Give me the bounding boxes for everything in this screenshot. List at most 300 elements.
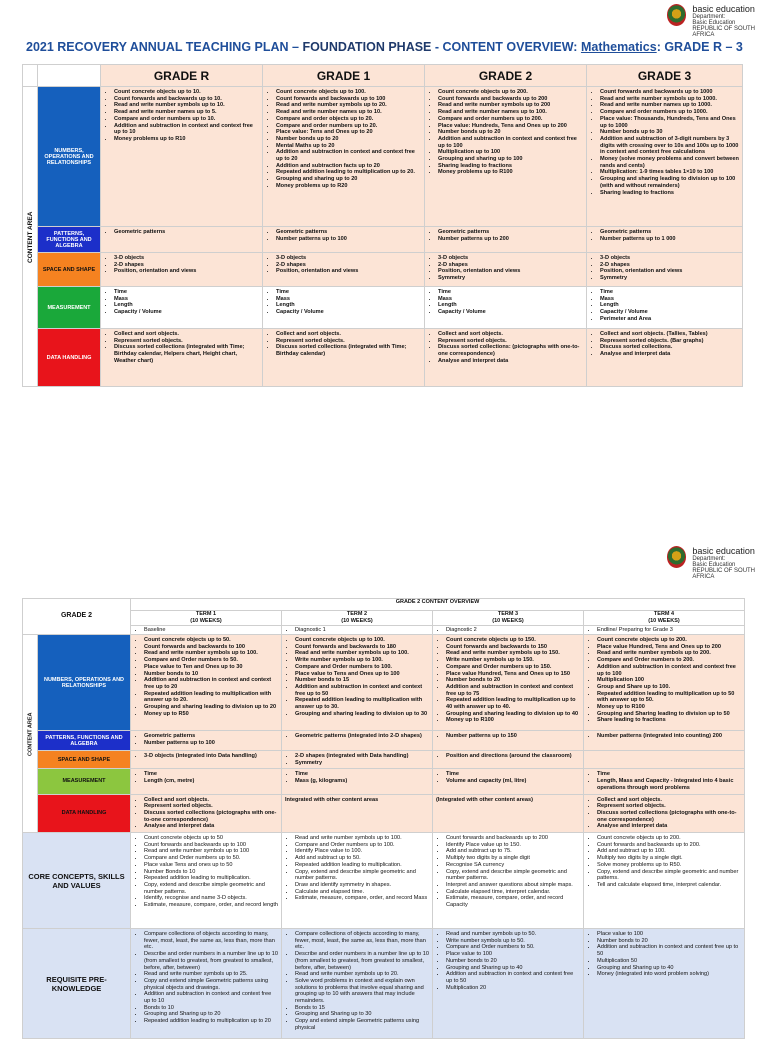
list-item: • Addition and subtraction in context and context free up to 50: [295, 684, 429, 697]
list-item: • Place value to Tens and Ones up to 100: [295, 671, 429, 678]
list-item: • Discuss sorted collections: (pictographs with one-to-one correspondence): [438, 344, 583, 357]
list-item: • Money (solve money problems and convert between rands and cents): [600, 156, 739, 169]
bullet-list: [433, 731, 583, 742]
list-item: • Number patterns up to 100: [276, 236, 421, 243]
bullet-list: [584, 929, 744, 980]
list-item: • 3-D objects: [114, 255, 259, 262]
bullet-list: [282, 769, 432, 786]
list-item: • Compare and order numbers up to 1000.: [600, 109, 739, 116]
list-item: • Count concrete objects up to 200.: [438, 89, 583, 96]
list-item: • Mass: [600, 296, 739, 303]
bullet-list: [131, 833, 281, 911]
list-item: • Repeated addition leading to multiplication up to 20: [144, 1018, 278, 1025]
list-item: • Represent sorted objects.: [144, 803, 278, 810]
list-item: • Bonds to 15: [295, 1005, 429, 1012]
dbe-logo: [667, 4, 768, 38]
list-item: • Represent sorted objects. (Bar graphs): [600, 338, 739, 345]
list-item: • Describe and order numbers in a number line up to 10 (from smallest to greatest, from greatest to smallest, before, after, between): [295, 951, 429, 971]
area-label: DATA HANDLING: [38, 794, 131, 833]
list-item: • Solve money problems up to R50.: [597, 862, 741, 869]
list-item: • Count concrete objects up to 150.: [446, 637, 580, 644]
list-item: • Time: [114, 289, 259, 296]
list-item: • 3-D objects: [438, 255, 583, 262]
bullet-list: [584, 795, 744, 833]
grade-header: GRADE 2: [425, 65, 587, 87]
list-item: • Position, orientation and views: [114, 268, 259, 275]
list-item: • Number bonds up to 20: [438, 129, 583, 136]
list-item: • Length (cm, metre): [144, 778, 278, 785]
list-item: • Analyse and interpret data: [144, 823, 278, 830]
logo-line: REPUBLIC OF SOUTH AFRICA: [692, 26, 756, 38]
list-item: • Geometric patterns: [114, 229, 259, 236]
list-item: • Number patterns up to 1 000: [600, 236, 739, 243]
core-concepts-label: CORE CONCEPTS, SKILLS AND VALUES: [23, 833, 131, 929]
list-item: • Write number symbols up to 100.: [295, 657, 429, 664]
area-label: PATTERNS, FUNCTIONS AND ALGEBRA: [38, 731, 131, 751]
list-item: • Count forwards and backwards to 100: [144, 644, 278, 651]
list-item: • Place value to 100: [446, 951, 580, 958]
list-item: • 3-D objects (integrated into Data handling): [144, 753, 278, 760]
list-item: • Capacity / Volume: [438, 309, 583, 316]
bullet-list: [263, 287, 424, 318]
bullet-list: [584, 833, 744, 891]
list-item: • Copy, extend and describe simple geometric and number patterns.: [144, 882, 278, 895]
list-item: • Count concrete objects up to 200.: [597, 835, 741, 842]
list-item: • Place value: Tens and Ones up to 20: [276, 129, 421, 136]
list-item: • Number bonds to 10: [144, 671, 278, 678]
list-item: • Add and subtract up to 100.: [597, 848, 741, 855]
bullet-list: [282, 731, 432, 742]
list-item: • Discuss sorted collections.: [600, 344, 739, 351]
list-item: • Time: [144, 771, 278, 778]
list-item: • Length: [276, 302, 421, 309]
list-item: • Symmetry: [295, 760, 429, 767]
bullet-list: [584, 751, 744, 755]
term-header: TERM 4 (10 WEEKS): [584, 611, 745, 626]
list-item: • Discuss sorted collections (pictographs with one-to-one correspondence): [597, 810, 741, 823]
list-item: • Represent sorted objects.: [438, 338, 583, 345]
list-item: • Multiplication up to 100: [438, 149, 583, 156]
list-item: • Time: [600, 289, 739, 296]
list-item: • Repeated addition leading to multiplication.: [144, 875, 278, 882]
term-header: TERM 2 (10 WEEKS): [282, 611, 433, 626]
list-item: • Place value Hundred, Tens and Ones up to 150: [446, 671, 580, 678]
list-item: • Collect and sort objects. (Tallies, Tables): [600, 331, 739, 338]
list-item: • Estimate, measure, compare, order, and record length: [144, 902, 278, 909]
list-item: • Copy, extend and describe simple geometric and number patterns.: [295, 869, 429, 882]
overview-banner: GRADE 2 CONTENT OVERVIEW: [131, 599, 745, 611]
list-item: • Capacity / Volume: [276, 309, 421, 316]
list-item: • Time: [295, 771, 429, 778]
bullet-list: [587, 253, 742, 284]
bullet-list: [433, 751, 583, 762]
list-item: • Estimate, measure, compare, order, and record Capacity: [446, 895, 580, 908]
list-item: • Compare and order numbers up to 20.: [276, 123, 421, 130]
list-item: • Collect and sort objects.: [597, 797, 741, 804]
bullet-list: [425, 227, 586, 244]
list-item: • Read and write number names up to 10.: [276, 109, 421, 116]
list-item: • 3-D objects: [600, 255, 739, 262]
list-item: • Place value: Hundreds, Tens and Ones up to 200: [438, 123, 583, 130]
logo-line: Basic Education: [692, 562, 736, 568]
bullet-list: [101, 87, 262, 145]
bullet-list: [263, 329, 424, 360]
list-item: • Grouping and Sharing up to 40: [597, 965, 741, 972]
list-item: • Money (integrated into word problem solving): [597, 971, 741, 978]
list-item: • Solve word problems in context and explain own solutions to problems that involve equal sharing and grouping up to 10 with answers that may include remainders.: [295, 978, 429, 1005]
list-item: • Analyse and interpret data: [600, 351, 739, 358]
logo-line: Department:: [692, 556, 726, 562]
list-item: • Collect and sort objects.: [114, 331, 259, 338]
list-item: • Identify, recognise and name 3-D objects.: [144, 895, 278, 902]
area-label: SPACE AND SHAPE: [38, 253, 101, 287]
area-row: [23, 769, 745, 794]
area-row: [23, 287, 743, 329]
bullet-list: [263, 87, 424, 192]
bullet-list: [131, 795, 281, 833]
list-item: • Count forwards and backwards up to 10.: [114, 96, 259, 103]
list-item: • Addition and subtraction in context and context free up to 20: [144, 677, 278, 690]
list-item: • Identify Place value up to 150.: [446, 842, 580, 849]
list-item: • Compare collections of objects according to many, fewer, most, least, the same as, less than, more than etc.: [144, 931, 278, 951]
list-item: • Group and Share up to 100.: [597, 684, 741, 691]
list-item: • Grouping and sharing leading to division up to 20: [144, 704, 278, 711]
list-item: • Mass: [438, 296, 583, 303]
list-item: • Addition and subtraction in context and context free up to 50: [597, 944, 741, 957]
list-item: • Compare and Order numbers up to 150.: [446, 664, 580, 671]
list-item: • Geometric patterns (integrated into 2-D shapes): [295, 733, 429, 740]
bullet-list: [131, 751, 281, 762]
list-item: • 2-D shapes: [114, 262, 259, 269]
list-item: • Represent sorted objects.: [597, 803, 741, 810]
list-item: • Grouping and Sharing up to 30: [295, 1011, 429, 1018]
list-item: • Length: [438, 302, 583, 309]
list-item: • Number bonds to 20: [597, 938, 741, 945]
logo-brand: basic education: [692, 4, 755, 14]
list-item: • Mass: [114, 296, 259, 303]
list-item: • Compare and order numbers up to 200.: [438, 116, 583, 123]
list-item: • Read and write number names up to 100.: [438, 109, 583, 116]
bullet-list: [587, 287, 742, 325]
bullet-list: [584, 769, 744, 793]
list-item: • Compare and Order numbers up to 100.: [295, 842, 429, 849]
grade-header: GRADE R: [101, 65, 263, 87]
page-title: 2021 RECOVERY ANNUAL TEACHING PLAN – FOUNDATION PHASE - CONTENT OVERVIEW: Mathematics: GRADE R – 3: [26, 40, 743, 54]
list-item: • Length: [114, 302, 259, 309]
bullet-list: [433, 635, 583, 726]
list-item: • Add and subtract up to 50.: [295, 855, 429, 862]
area-row: [23, 253, 743, 287]
list-item: • Compare and Order numbers to 50.: [144, 657, 278, 664]
area-row: [23, 794, 745, 833]
list-item: • Addition and subtraction in context and context free up to 100: [438, 136, 583, 149]
list-item: • Addition and subtraction in context and context free up to 10: [144, 991, 278, 1004]
list-item: • Compare and Order numbers to 100.: [295, 664, 429, 671]
list-item: • Mass (g, kilograms): [295, 778, 429, 785]
list-item: • Count forwards and backwards up to 100: [276, 96, 421, 103]
list-item: • Number bonds to 15: [295, 677, 429, 684]
list-item: • Multiply two digits by a single digit.: [597, 855, 741, 862]
list-item: • Add and subtract up to 75.: [446, 848, 580, 855]
list-item: • Read and number symbols up to 50.: [446, 931, 580, 938]
list-item: • Copy and extend simple Geometric patterns using physical objects and drawings.: [144, 978, 278, 991]
integration-note: (Integrated with other content areas): [436, 796, 533, 803]
area-label: NUMBERS, OPERATIONS AND RELATIONSHIPS: [38, 87, 101, 227]
list-item: • Calculate and elapsed time.: [295, 889, 429, 896]
list-item: • Read and write number symbols up to 150.: [446, 650, 580, 657]
list-item: • Addition and subtraction in context and context free up to 10: [114, 123, 259, 136]
list-item: • Symmetry: [438, 275, 583, 282]
list-item: • Multiplication 100: [597, 677, 741, 684]
list-item: • Position, orientation and views: [276, 268, 421, 275]
list-item: • Number Bonds to 10: [144, 869, 278, 876]
area-row: [23, 635, 745, 731]
list-item: • Count concrete objects up to 50.: [144, 637, 278, 644]
list-item: • Length: [600, 302, 739, 309]
list-item: • Money problems up to R20: [276, 183, 421, 190]
term-header: TERM 3 (10 WEEKS): [433, 611, 584, 626]
list-item: • Money up to R100: [446, 717, 580, 724]
bullet-list: [101, 329, 262, 367]
list-item: • Mass: [276, 296, 421, 303]
list-item: • Repeated addition leading to multiplication.: [295, 862, 429, 869]
area-label: MEASUREMENT: [38, 769, 131, 794]
area-label: PATTERNS, FUNCTIONS AND ALGEBRA: [38, 227, 101, 253]
assessment-note: • Diagnostic 2: [446, 627, 580, 634]
integration-note: Integrated with other content areas: [285, 796, 379, 803]
list-item: • Compare and Order numbers to 50.: [446, 944, 580, 951]
list-item: • Time: [446, 771, 580, 778]
list-item: • Grouping and Sharing up to 40: [446, 965, 580, 972]
list-item: • Count concrete objects up to 200.: [597, 637, 741, 644]
bullet-list: [433, 769, 583, 786]
list-item: • Grouping and sharing up to 100: [438, 156, 583, 163]
list-item: • Addition and subtraction in context and context free up to 100: [597, 664, 741, 677]
bullet-list: [425, 287, 586, 318]
list-item: • Analyse and interpret data: [438, 358, 583, 365]
list-item: • Read and write number symbols up to 20.: [295, 971, 429, 978]
area-label: SPACE AND SHAPE: [38, 751, 131, 769]
list-item: • Symmetry: [600, 275, 739, 282]
list-item: • Place value Tens and ones up to 50: [144, 862, 278, 869]
list-item: • Repeated addition leading to multiplication with answer up to 20.: [144, 691, 278, 704]
list-item: • Read and write number symbols up to 10.: [114, 102, 259, 109]
bullet-list: [587, 329, 742, 360]
bullet-list: [282, 635, 432, 719]
list-item: • Position and directions (around the classroom): [446, 753, 580, 760]
list-item: • Compare and Order numbers to 200.: [597, 657, 741, 664]
list-item: • Geometric patterns: [600, 229, 739, 236]
bullet-list: [584, 635, 744, 726]
list-item: • Read and write number symbols up to 1000.: [600, 96, 739, 103]
list-item: • Identify Place value to 100.: [295, 848, 429, 855]
list-item: • Estimate, measure, compare, order, and record Mass: [295, 895, 429, 902]
assessment-note: • Endline/ Preparing for Grade 3: [597, 627, 741, 634]
list-item: • Draw and identify symmetry in shapes.: [295, 882, 429, 889]
logo-line: Basic Education: [692, 20, 736, 26]
list-item: • 2-D shapes: [600, 262, 739, 269]
list-item: • Grouping and sharing leading to division up to 40: [446, 711, 580, 718]
list-item: • Read and write number symbols up to 200: [438, 102, 583, 109]
list-item: • Repeated addition leading to multiplication up to 50 with answer up to 50.: [597, 691, 741, 704]
list-item: • Count forwards and backwards to 150: [446, 644, 580, 651]
list-item: • Addition and subtraction of 3-digit numbers by 3 digits with crossing over to 10s and 100s up to 1000 in context and context free calculations: [600, 136, 739, 156]
list-item: • Collect and sort objects.: [438, 331, 583, 338]
list-item: • Capacity / Volume: [114, 309, 259, 316]
bullet-list: [282, 929, 432, 1034]
list-item: • Discuss sorted collections (integrated with Time; Birthday calendar, Helpers chart, Height chart, Weather chart): [114, 344, 259, 364]
bullet-list: [587, 87, 742, 198]
list-item: • Addition and subtraction in context and context free up to 75: [446, 684, 580, 697]
list-item: • Place value Hundred, Tens and Ones up to 200: [597, 644, 741, 651]
logo-brand: basic education: [692, 546, 755, 556]
list-item: • Interpret and answer questions about simple maps.: [446, 882, 580, 889]
list-item: • Write number symbols up to 50.: [446, 938, 580, 945]
list-item: • Number bonds up to 20: [276, 136, 421, 143]
list-item: • Volume and capacity (ml, litre): [446, 778, 580, 785]
list-item: • Geometric patterns: [438, 229, 583, 236]
list-item: • Place value to 100: [597, 931, 741, 938]
list-item: • Number patterns up to 150: [446, 733, 580, 740]
bullet-list: [587, 227, 742, 244]
list-item: • Collect and sort objects.: [144, 797, 278, 804]
bullet-list: [131, 929, 281, 1027]
list-item: • Money up to R100: [597, 704, 741, 711]
list-item: • Position, orientation and views: [600, 268, 739, 275]
coat-of-arms-icon: [667, 546, 686, 568]
list-item: • Count concrete objects up to 100.: [276, 89, 421, 96]
area-label: DATA HANDLING: [38, 329, 101, 387]
list-item: • Read and write number symbols up to 20.: [276, 102, 421, 109]
area-label: NUMBERS, OPERATIONS AND RELATIONSHIPS: [38, 635, 131, 731]
list-item: • Addition and subtraction in context and context free up to 20: [276, 149, 421, 162]
pre-knowledge-label: REQUISITE PRE-KNOWLEDGE: [23, 929, 131, 1039]
list-item: • Copy and extend simple Geometric patterns using physical: [295, 1018, 429, 1031]
list-item: • Collect and sort objects.: [276, 331, 421, 338]
list-item: • Discuss sorted collections (pictographs with one-to-one correspondence): [144, 810, 278, 823]
area-row: [23, 329, 743, 387]
logo-line: Department:: [692, 14, 726, 20]
list-item: • Multiplication: 1-9 times tables 1×10 to 100: [600, 169, 739, 176]
list-item: • 2-D shapes (integrated with Data handling): [295, 753, 429, 760]
list-item: • Time: [276, 289, 421, 296]
list-item: • Count forwards and backwards up to 200: [438, 96, 583, 103]
bullet-list: [131, 769, 281, 786]
list-item: • Read and write number symbols up to 100.: [295, 835, 429, 842]
list-item: • Recognise SA currency: [446, 862, 580, 869]
list-item: • Describe and order numbers in a number line up to 10 (from smallest to greatest, from greatest to smallest, before, after, between): [144, 951, 278, 971]
list-item: • Calculate elapsed time, interpret calendar.: [446, 889, 580, 896]
prior-knowledge-row: [23, 929, 745, 1039]
grade-header: GRADE 3: [587, 65, 743, 87]
list-item: • Money problems up to R10: [114, 136, 259, 143]
list-item: • Grouping and sharing leading to division up to 30: [295, 711, 429, 718]
grade-label: GRADE 2: [23, 599, 131, 635]
list-item: • Repeated addition leading to multiplication up to 40 with answer up to 40.: [446, 697, 580, 710]
area-row: [23, 731, 745, 751]
bullet-list: [282, 751, 432, 768]
core-row: [23, 833, 745, 929]
content-area-label: CONTENT AREA: [23, 635, 38, 833]
logo-line: REPUBLIC OF SOUTH AFRICA: [692, 568, 756, 580]
content-overview-table: [22, 64, 743, 387]
list-item: • Perimeter and Area: [600, 316, 739, 323]
list-item: • Sharing leading to fractions: [600, 190, 739, 197]
list-item: • Number bonds to 20: [446, 958, 580, 965]
area-row: [23, 227, 743, 253]
grade2-overview-table: [22, 598, 745, 1039]
list-item: • Addition and subtraction in context and context free up to 50: [446, 971, 580, 984]
list-item: • Capacity / Volume: [600, 309, 739, 316]
list-item: • Read and write number symbols up to 100.: [144, 650, 278, 657]
bullet-list: [425, 253, 586, 284]
list-item: • Compare collections of objects according to many, fewer, most, least, the same as, less than, more than etc.: [295, 931, 429, 951]
bullet-list: [263, 227, 424, 244]
list-item: • Number bonds to 20: [446, 677, 580, 684]
content-area-label: CONTENT AREA: [23, 87, 38, 387]
list-item: • Analyse and interpret data: [597, 823, 741, 830]
bullet-list: [425, 87, 586, 178]
list-item: • Copy, extend and describe simple geometric and number patterns.: [446, 869, 580, 882]
area-row: [23, 751, 745, 769]
bullet-list: [101, 287, 262, 318]
list-item: • Number patterns (integrated into counting) 200: [597, 733, 741, 740]
list-item: • Place value to Ten and Ones up to 30: [144, 664, 278, 671]
list-item: • Money up to R50: [144, 711, 278, 718]
list-item: • Grouping and sharing up to 20: [276, 176, 421, 183]
list-item: • Money problems up to R100: [438, 169, 583, 176]
list-item: • Place value: Thousands, Hundreds, Tens and Ones up to 1000: [600, 116, 739, 129]
list-item: • 2-D shapes: [276, 262, 421, 269]
area-row: [23, 87, 743, 227]
list-item: • Count concrete objects up to 50: [144, 835, 278, 842]
list-item: • Count forwards and backwards to 180: [295, 644, 429, 651]
bullet-list: [425, 329, 586, 367]
list-item: • Read and write number symbols up to 25.: [144, 971, 278, 978]
list-item: • Multiply two digits by a single digit: [446, 855, 580, 862]
corner-cell: [38, 65, 101, 87]
list-item: • Represent sorted objects.: [114, 338, 259, 345]
assessment-note: • Baseline: [144, 627, 278, 634]
list-item: • Count concrete objects up to 10.: [114, 89, 259, 96]
term-header: TERM 1 (10 WEEKS): [131, 611, 282, 626]
bullet-list: [263, 253, 424, 277]
list-item: • Discuss sorted collections (integrated with Time; Birthday calendar): [276, 344, 421, 357]
list-item: • Number bonds up to 30: [600, 129, 739, 136]
list-item: • Grouping and Sharing leading to division up to 50: [597, 711, 741, 718]
list-item: • Time: [597, 771, 741, 778]
bullet-list: [101, 227, 262, 238]
list-item: • Number patterns up to 100: [144, 740, 278, 747]
list-item: • Compare and order objects up to 20.: [276, 116, 421, 123]
list-item: • 2-D shapes: [438, 262, 583, 269]
dbe-logo: [667, 546, 768, 580]
corner-cell: [23, 65, 38, 87]
list-item: • Repeated addition leading to multiplication with answer up to 30.: [295, 697, 429, 710]
list-item: • Compare and order numbers up to 10.: [114, 116, 259, 123]
coat-of-arms-icon: [667, 4, 686, 26]
list-item: • Grouping and sharing leading to division up to 100 (with and without remainders): [600, 176, 739, 189]
list-item: • Read and write number names up to 1000.: [600, 102, 739, 109]
list-item: • Represent sorted objects.: [276, 338, 421, 345]
list-item: • Grouping and Sharing up to 20: [144, 1011, 278, 1018]
list-item: • Write number symbols up to 150.: [446, 657, 580, 664]
list-item: • Addition and subtraction facts up to 20: [276, 163, 421, 170]
list-item: • Geometric patterns: [144, 733, 278, 740]
list-item: • Read and write number symbols up to 200.: [597, 650, 741, 657]
list-item: • Copy, extend and describe simple geometric and number patterns.: [597, 869, 741, 882]
bullet-list: [101, 253, 262, 277]
